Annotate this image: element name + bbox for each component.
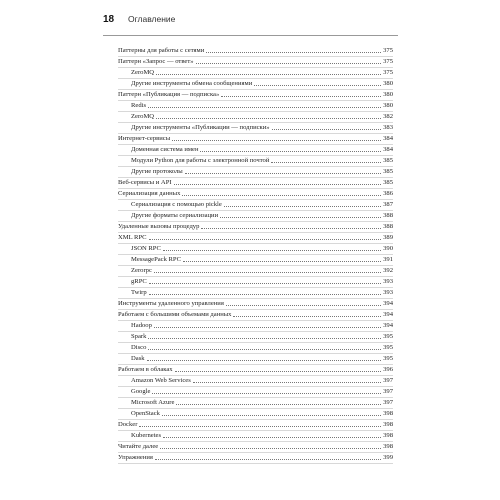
toc-entry-page: 387 <box>383 201 393 208</box>
toc-entry-title: Redis <box>131 102 147 109</box>
toc-entry <box>118 200 393 211</box>
toc-entry-page: 398 <box>383 443 393 450</box>
toc-entry-title: Amazon Web Services <box>131 377 191 384</box>
toc-entry-page: 389 <box>383 234 393 241</box>
toc-entry-page: 388 <box>383 212 393 219</box>
toc-entry-page: 390 <box>383 245 393 252</box>
toc-entry-page: 396 <box>383 366 393 373</box>
dot-leader <box>149 282 381 284</box>
toc-entry-title: Упражнения <box>118 454 153 461</box>
toc-entry-page: 385 <box>383 179 393 186</box>
toc-entry-page: 382 <box>383 113 393 120</box>
page-number: 18 <box>103 14 115 25</box>
toc-entry-page: 397 <box>383 377 393 384</box>
toc-entry-title: Другие протоколы <box>131 168 183 175</box>
toc-entry-page: 395 <box>383 333 393 340</box>
toc-entry-title: Disco <box>131 344 147 351</box>
running-title: Оглавление <box>128 14 176 24</box>
toc-entry-page: 375 <box>383 69 393 76</box>
toc-entry-page: 397 <box>383 399 393 406</box>
toc-entry-page: 398 <box>383 410 393 417</box>
toc-entry <box>118 365 393 376</box>
toc-entry-title: Модули Python для работы с электронной почтой <box>131 157 270 164</box>
toc-entry <box>118 321 393 332</box>
toc-entry <box>118 90 393 101</box>
toc-entry-page: 391 <box>383 256 393 263</box>
dot-leader <box>160 447 381 449</box>
dot-leader <box>271 161 381 163</box>
dot-leader <box>162 414 381 416</box>
running-header <box>103 7 398 36</box>
toc-entry-title: Интернет-сервисы <box>118 135 171 142</box>
dot-leader <box>224 205 381 207</box>
toc-entry-title: Spark <box>131 333 147 340</box>
dot-leader <box>221 95 381 97</box>
dot-leader <box>176 403 381 405</box>
toc-entry-page: 395 <box>383 344 393 351</box>
toc-entry-title: Сериализация с помощью pickle <box>131 201 222 208</box>
toc-entry-title: Веб-сервисы и API <box>118 179 172 186</box>
toc-entry <box>118 233 393 244</box>
toc-entry-title: XML RPC <box>118 234 147 241</box>
table-of-contents <box>118 46 393 464</box>
dot-leader <box>206 51 381 53</box>
dot-leader <box>147 359 382 361</box>
toc-entry-title: Сериализация данных <box>118 190 181 197</box>
toc-entry-page: 386 <box>383 190 393 197</box>
toc-entry-page: 384 <box>383 146 393 153</box>
dot-leader <box>174 183 382 185</box>
toc-entry-title: Microsoft Azure <box>131 399 175 406</box>
dot-leader <box>155 458 381 460</box>
toc-entry-page: 393 <box>383 289 393 296</box>
toc-entry-page: 388 <box>383 223 393 230</box>
toc-entry-title: JSON RPC <box>131 245 161 252</box>
toc-entry <box>118 134 393 145</box>
toc-entry <box>118 288 393 299</box>
toc-entry-title: Работаем с большими объемами данных <box>118 311 232 318</box>
toc-entry-title: Google <box>131 388 151 395</box>
toc-entry-title: ZeroMQ <box>131 113 155 120</box>
toc-entry-page: 380 <box>383 102 393 109</box>
toc-entry <box>118 310 393 321</box>
toc-entry-page: 393 <box>383 278 393 285</box>
dot-leader <box>272 128 382 130</box>
dot-leader <box>254 84 381 86</box>
dot-leader <box>148 348 381 350</box>
toc-entry <box>118 57 393 68</box>
toc-entry-title: Другие инструменты «Публикации — подписки» <box>131 124 270 131</box>
toc-entry <box>118 453 393 464</box>
toc-entry-title: gRPC <box>131 278 147 285</box>
toc-entry <box>118 68 393 79</box>
toc-entry-title: Dask <box>131 355 145 362</box>
toc-entry-page: 394 <box>383 311 393 318</box>
dot-leader <box>175 370 382 372</box>
toc-entry <box>118 156 393 167</box>
toc-entry <box>118 189 393 200</box>
toc-entry-page: 385 <box>383 157 393 164</box>
toc-entry <box>118 211 393 222</box>
dot-leader <box>154 326 381 328</box>
toc-entry-page: 399 <box>383 454 393 461</box>
toc-entry-page: 397 <box>383 388 393 395</box>
toc-entry-title: Twirp <box>131 289 147 296</box>
toc-entry-page: 398 <box>383 432 393 439</box>
toc-entry-title: Docker <box>118 421 138 428</box>
toc-entry <box>118 299 393 310</box>
dot-leader <box>154 271 381 273</box>
dot-leader <box>185 172 381 174</box>
toc-entry-title: Zerorpc <box>131 267 152 274</box>
toc-entry-title: Hadoop <box>131 322 152 329</box>
toc-entry <box>118 409 393 420</box>
toc-entry <box>118 46 393 57</box>
toc-entry-page: 380 <box>383 80 393 87</box>
toc-entry-title: Доменная система имен <box>131 146 199 153</box>
toc-entry <box>118 101 393 112</box>
toc-entry-title: Удаленные вызовы процедур <box>118 223 200 230</box>
toc-entry-page: 394 <box>383 322 393 329</box>
toc-entry-title: Kubernetes <box>131 432 162 439</box>
toc-entry-title: ZeroMQ <box>131 69 155 76</box>
toc-entry-page: 384 <box>383 135 393 142</box>
toc-entry-page: 380 <box>383 91 393 98</box>
dot-leader <box>163 249 381 251</box>
toc-entry-title: MessagePack RPC <box>131 256 182 263</box>
toc-entry <box>118 112 393 123</box>
toc-entry <box>118 178 393 189</box>
toc-entry-page: 375 <box>383 58 393 65</box>
dot-leader <box>193 381 381 383</box>
toc-entry <box>118 376 393 387</box>
toc-entry <box>118 387 393 398</box>
toc-entry-page: 395 <box>383 355 393 362</box>
toc-entry-page: 394 <box>383 300 393 307</box>
toc-entry <box>118 255 393 266</box>
toc-entry <box>118 277 393 288</box>
toc-entry <box>118 442 393 453</box>
dot-leader <box>148 337 381 339</box>
toc-entry-title: Другие форматы сериализации <box>131 212 219 219</box>
dot-leader <box>196 62 382 64</box>
toc-entry-title: Паттерн «Запрос — ответ» <box>118 58 194 65</box>
toc-entry-title: Работаем в облаках <box>118 366 173 373</box>
toc-entry <box>118 244 393 255</box>
toc-entry-title: Другие инструменты обмена сообщениями <box>131 80 253 87</box>
toc-entry <box>118 431 393 442</box>
toc-entry <box>118 354 393 365</box>
dot-leader <box>163 436 381 438</box>
dot-leader <box>172 139 381 141</box>
toc-entry-title: Паттерн «Публикация — подписка» <box>118 91 220 98</box>
dot-leader <box>156 73 381 75</box>
toc-entry <box>118 266 393 277</box>
dot-leader <box>220 216 381 218</box>
toc-entry <box>118 145 393 156</box>
dot-leader <box>233 315 381 317</box>
dot-leader <box>156 117 381 119</box>
dot-leader <box>152 392 381 394</box>
dot-leader <box>201 227 381 229</box>
dot-leader <box>182 194 381 196</box>
toc-entry <box>118 123 393 134</box>
toc-entry <box>118 398 393 409</box>
dot-leader <box>200 150 381 152</box>
dot-leader <box>226 304 381 306</box>
toc-entry-title: OpenStack <box>131 410 160 417</box>
toc-entry <box>118 343 393 354</box>
toc-entry-page: 375 <box>383 47 393 54</box>
toc-entry-title: Инструменты удаленного управления <box>118 300 224 307</box>
toc-entry <box>118 420 393 431</box>
toc-entry-page: 398 <box>383 421 393 428</box>
dot-leader <box>183 260 381 262</box>
toc-entry <box>118 332 393 343</box>
dot-leader <box>148 106 381 108</box>
dot-leader <box>149 238 382 240</box>
dot-leader <box>139 425 381 427</box>
toc-entry-page: 385 <box>383 168 393 175</box>
toc-entry <box>118 79 393 90</box>
toc-entry-page: 383 <box>383 124 393 131</box>
toc-entry-page: 392 <box>383 267 393 274</box>
toc-entry <box>118 167 393 178</box>
toc-entry <box>118 222 393 233</box>
toc-entry-title: Паттерны для работы с сетями <box>118 47 205 54</box>
dot-leader <box>149 293 381 295</box>
toc-entry-title: Читайте далее <box>118 443 159 450</box>
